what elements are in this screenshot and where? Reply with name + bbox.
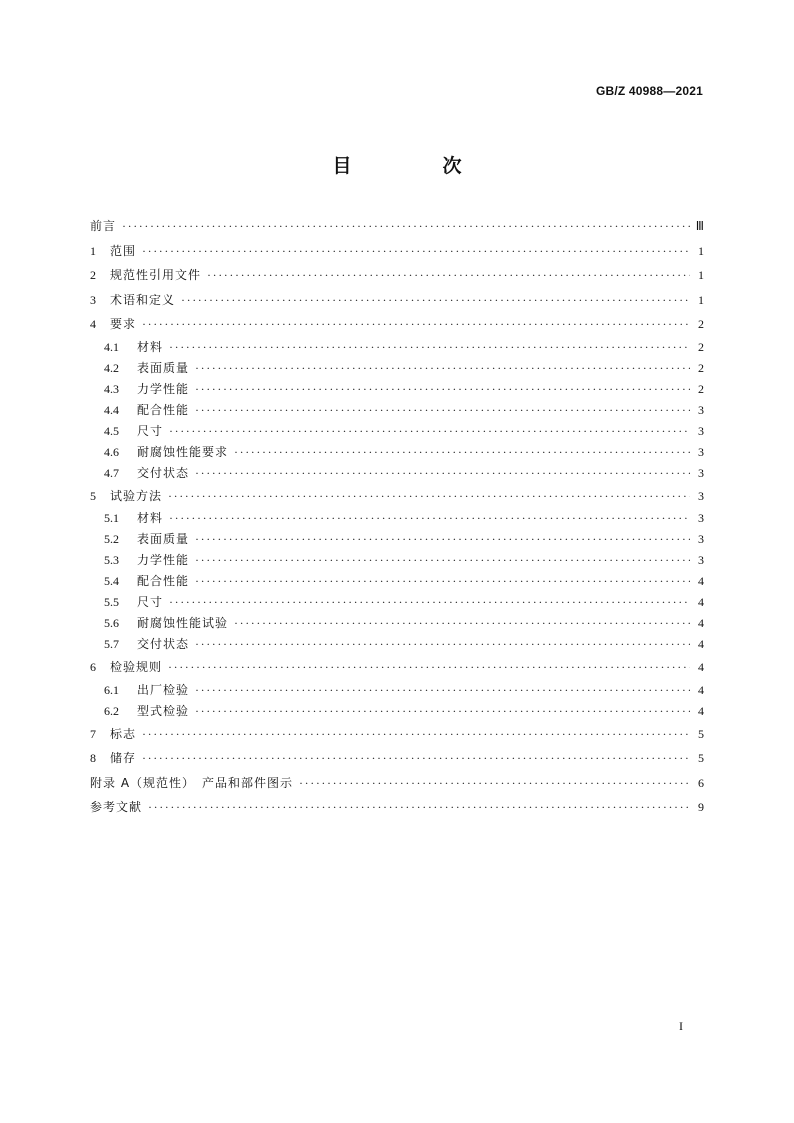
- toc-entry-number: 1: [90, 243, 96, 258]
- toc-leader-dots: [169, 508, 690, 529]
- toc-leader-dots: [142, 239, 690, 264]
- toc-entry-number: 6.2: [104, 703, 119, 718]
- toc-entry-number: 4.2: [104, 360, 119, 375]
- toc-leader-dots: [195, 400, 690, 421]
- toc-entry-label: 材料: [137, 511, 164, 525]
- toc-entry[interactable]: [90, 613, 704, 634]
- toc-leader-dots: [299, 771, 690, 796]
- toc-entry-number: 4.6: [104, 444, 119, 459]
- toc-entry[interactable]: [90, 508, 704, 529]
- toc-entry-page: 3: [698, 532, 704, 546]
- toc-entry[interactable]: [90, 288, 704, 313]
- toc-entry[interactable]: [90, 592, 704, 613]
- toc-entry-number: 4: [90, 317, 96, 331]
- toc-entry-page: 6: [698, 775, 704, 790]
- toc-entry-label: 储存: [110, 751, 137, 765]
- toc-entry-number: 4.3: [104, 381, 119, 396]
- toc-leader-dots: [195, 634, 690, 655]
- toc-entry[interactable]: [90, 571, 704, 592]
- toc-entry-number: 5.4: [104, 574, 119, 588]
- toc-entry-label: 试验方法: [110, 488, 163, 503]
- toc-entry-page: 4: [698, 574, 704, 588]
- toc-entry-number: 5.6: [104, 616, 119, 630]
- toc-entry-page: 1: [698, 268, 704, 282]
- toc-entry[interactable]: [90, 529, 704, 550]
- toc-entry-page: 3: [698, 465, 704, 480]
- toc-entry-page: 5: [698, 751, 704, 765]
- toc-entry-page: 2: [698, 339, 704, 354]
- toc-entry-page: 4: [698, 637, 704, 651]
- toc-entry-label: 范围: [110, 243, 137, 258]
- toc-entry-number: 4.5: [104, 423, 119, 438]
- toc-entry-page: 9: [698, 800, 704, 814]
- toc-entry-page: 4: [698, 703, 704, 718]
- toc-entry-number: 5.2: [104, 532, 119, 546]
- toc-entry-label: 检验规则: [110, 660, 163, 674]
- toc-entry[interactable]: [90, 634, 704, 655]
- standard-code: GB/Z 40988—2021: [595, 84, 703, 98]
- toc-entry-label: 交付状态: [137, 637, 190, 651]
- toc-entry-label: 尺寸: [137, 423, 164, 438]
- toc-entry-number: 2: [90, 268, 96, 282]
- toc-entry[interactable]: [90, 239, 704, 264]
- toc-entry[interactable]: [90, 655, 704, 680]
- page-number: I: [679, 1019, 683, 1033]
- toc-leader-dots: [168, 484, 690, 509]
- toc-leader-dots: [169, 592, 690, 613]
- toc-entry-page: 2: [698, 360, 704, 375]
- toc-entry-page: 3: [698, 511, 704, 525]
- toc-entry[interactable]: [90, 746, 704, 771]
- toc-leader-dots: [195, 701, 690, 722]
- toc-leader-dots: [207, 263, 690, 288]
- toc-entry-number: 4.1: [104, 339, 119, 354]
- toc-entry-label: 标志: [110, 726, 137, 741]
- toc-entry-page: 1: [698, 292, 704, 307]
- toc-entry-label: 力学性能: [137, 381, 190, 396]
- toc-entry[interactable]: [90, 379, 704, 400]
- toc-entry-number: 5.3: [104, 553, 119, 567]
- toc-entry-label: 参考文献: [90, 800, 143, 814]
- toc-leader-dots: [142, 722, 690, 747]
- toc-leader-dots: [195, 358, 690, 379]
- toc-leader-dots: [234, 442, 690, 463]
- toc-leader-dots: [169, 337, 690, 358]
- toc-entry-label: 表面质量: [137, 360, 190, 375]
- toc-entry-page: 3: [698, 444, 704, 459]
- toc-entry-label: 附录 A（规范性） 产品和部件图示: [90, 775, 294, 790]
- toc-leader-dots: [169, 421, 690, 442]
- toc-entry[interactable]: [90, 463, 704, 484]
- toc-entry-label: 型式检验: [137, 703, 190, 718]
- toc-leader-dots: [142, 746, 690, 771]
- toc-entry-label: 耐腐蚀性能要求: [137, 444, 229, 459]
- toc-leader-dots: [168, 655, 690, 680]
- toc-entry-number: 4.7: [104, 465, 119, 480]
- toc-entry-number: 6: [90, 660, 96, 674]
- toc-leader-dots: [195, 463, 690, 484]
- toc-entry-page: 2: [698, 317, 704, 331]
- toc-entry-label: 要求: [110, 317, 137, 331]
- toc-leader-dots: [148, 795, 690, 820]
- toc-entry-label: 前言: [90, 219, 117, 233]
- toc-entry-page: 4: [698, 682, 704, 697]
- toc-entry-page: 3: [698, 402, 704, 417]
- toc-entry[interactable]: [90, 722, 704, 747]
- toc-entry-page: 4: [698, 595, 704, 609]
- toc-entry-label: 交付状态: [137, 465, 190, 480]
- toc-entry[interactable]: [90, 214, 704, 239]
- toc-entry-label: 出厂检验: [137, 682, 190, 697]
- toc-entry-number: 6.1: [104, 682, 119, 697]
- toc-entry-number: 4.4: [104, 402, 119, 417]
- table-of-contents: [90, 214, 704, 820]
- toc-leader-dots: [142, 312, 690, 337]
- toc-entry-label: 配合性能: [137, 574, 190, 588]
- toc-entry[interactable]: [90, 795, 704, 820]
- toc-entry-label: 表面质量: [137, 532, 190, 546]
- toc-leader-dots: [195, 680, 690, 701]
- toc-entry-number: 5.5: [104, 595, 119, 609]
- toc-entry-label: 材料: [137, 339, 164, 354]
- toc-entry-page: 5: [698, 726, 704, 741]
- toc-entry[interactable]: [90, 550, 704, 571]
- toc-entry-page: 4: [698, 660, 704, 674]
- toc-entry-label: 力学性能: [137, 553, 190, 567]
- toc-entry[interactable]: [90, 680, 704, 701]
- toc-entry-number: 5: [90, 488, 96, 503]
- toc-entry-number: 5.7: [104, 637, 119, 651]
- toc-entry-label: 耐腐蚀性能试验: [137, 616, 229, 630]
- toc-entry[interactable]: [90, 421, 704, 442]
- toc-entry-number: 8: [90, 751, 96, 765]
- page-title: 目 次: [332, 155, 498, 177]
- toc-entry-label: 规范性引用文件: [110, 268, 202, 282]
- toc-entry[interactable]: [90, 400, 704, 421]
- toc-entry-page: Ⅲ: [695, 219, 704, 233]
- toc-leader-dots: [234, 613, 690, 634]
- toc-entry-number: 7: [90, 726, 96, 741]
- toc-entry-page: 3: [698, 553, 704, 567]
- toc-entry[interactable]: [90, 358, 704, 379]
- toc-entry[interactable]: [90, 312, 704, 337]
- toc-entry-label: 配合性能: [137, 402, 190, 417]
- toc-leader-dots: [195, 379, 690, 400]
- toc-entry[interactable]: [90, 484, 704, 509]
- toc-entry-number: 3: [90, 292, 96, 307]
- toc-entry-page: 3: [698, 423, 704, 438]
- toc-entry[interactable]: [90, 337, 704, 358]
- toc-entry[interactable]: [90, 442, 704, 463]
- toc-leader-dots: [181, 288, 690, 313]
- toc-entry[interactable]: [90, 701, 704, 722]
- toc-entry[interactable]: [90, 771, 704, 796]
- toc-entry-label: 尺寸: [137, 595, 164, 609]
- toc-entry-page: 3: [698, 488, 704, 503]
- toc-leader-dots: [195, 550, 690, 571]
- toc-entry-page: 1: [698, 243, 704, 258]
- toc-entry-label: 术语和定义: [110, 292, 176, 307]
- toc-entry[interactable]: [90, 263, 704, 288]
- toc-entry-page: 2: [698, 381, 704, 396]
- toc-leader-dots: [122, 214, 690, 239]
- toc-leader-dots: [195, 529, 690, 550]
- toc-leader-dots: [195, 571, 690, 592]
- toc-entry-number: 5.1: [104, 511, 119, 525]
- toc-entry-page: 4: [698, 616, 704, 630]
